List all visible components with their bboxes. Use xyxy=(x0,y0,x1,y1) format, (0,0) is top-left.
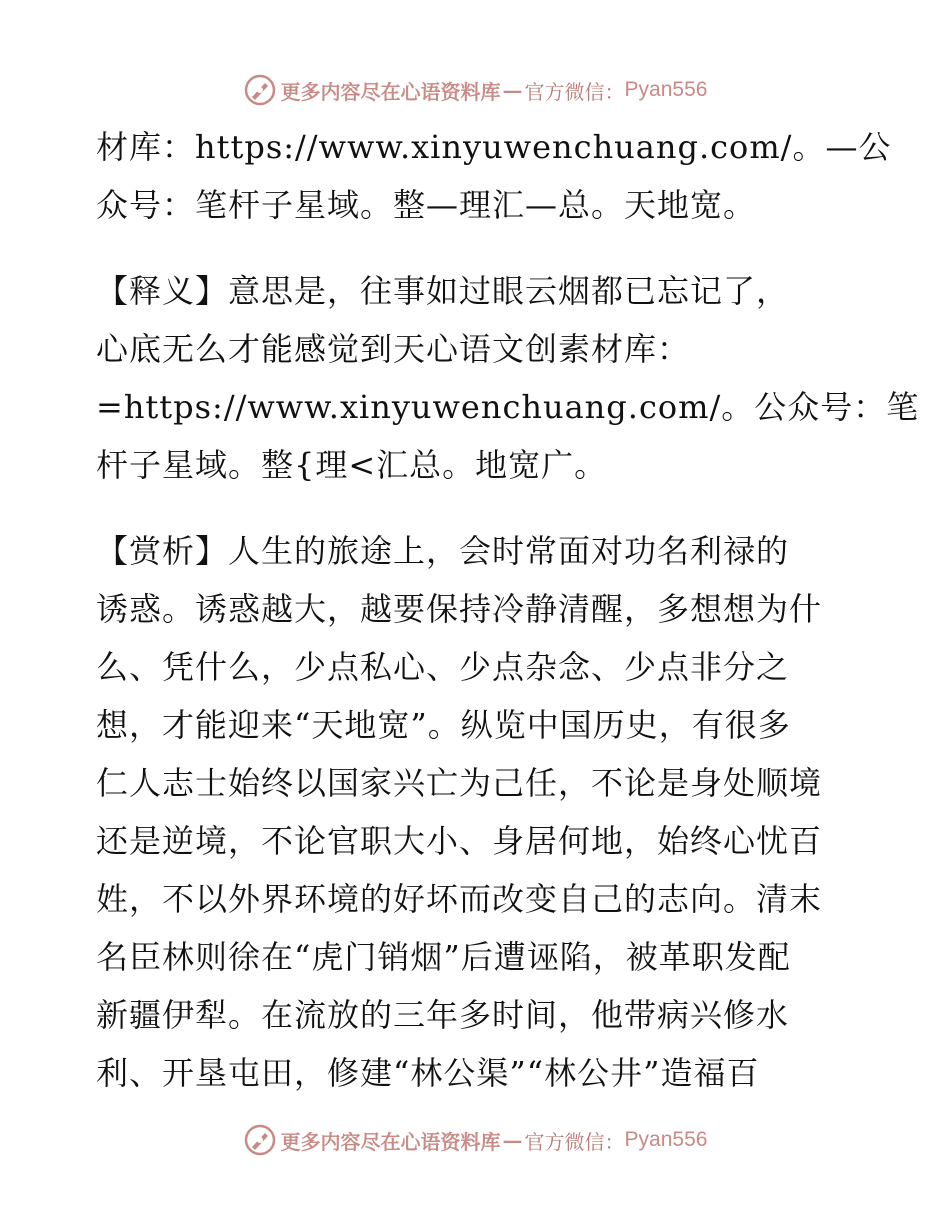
paragraph xyxy=(96,118,892,234)
paragraph xyxy=(96,522,856,1102)
text-line: 利、开垦屯田，修建“林公渠”“林公井”造福百 xyxy=(96,1054,760,1092)
text-line: 杆子星域。整{理<汇总。地宽广。 xyxy=(96,446,608,484)
text-line: 还是逆境，不论官职大小、身居何地，始终心忧百 xyxy=(96,822,823,860)
text-line: 诱惑。诱惑越大，越要保持冷静清醒，多想想为什 xyxy=(96,590,823,628)
document-body xyxy=(96,118,920,1102)
banner-text: 更多内容尽在心语资料库 xyxy=(280,1129,501,1154)
text-line: 材库：https://www.xinyuwenchuang.com/。—公 xyxy=(96,128,892,166)
text-line: 么、凭什么，少点私心、少点杂念、少点非分之 xyxy=(96,648,790,686)
text-line: 心底无么才能感觉到天心语文创素材库： xyxy=(96,330,691,368)
banner-official-label: 官方微信： xyxy=(524,1129,625,1154)
text-line: 【释义】意思是，往事如过眼云烟都已忘记了， xyxy=(96,272,790,310)
paragraph xyxy=(96,262,920,494)
footer-banner xyxy=(0,1120,950,1160)
banner-wechat-id: Pyan556 xyxy=(624,1128,708,1151)
banner-text: 更多内容尽在心语资料库 xyxy=(280,79,501,104)
banner-dash: — xyxy=(502,78,523,102)
text-line: 仁人志士始终以国家兴亡为己任，不论是身处顺境 xyxy=(96,764,823,802)
text-line: 姓，不以外界环境的好坏而改变自己的志向。清末 xyxy=(96,880,823,918)
text-line: 众号：笔杆子星域。整—理汇—总。天地宽。 xyxy=(96,186,757,224)
banner-official-label: 官方微信： xyxy=(524,79,625,104)
text-line: 新疆伊犁。在流放的三年多时间，他带病兴修水 xyxy=(96,996,790,1034)
text-line: 名臣林则徐在“虎门销烟”后遭诬陷，被革职发配 xyxy=(96,938,791,976)
banner-wechat-id: Pyan556 xyxy=(624,78,708,101)
text-line: 想，才能迎来“天地宽”。纵览中国历史，有很多 xyxy=(96,706,791,744)
header-banner xyxy=(0,70,950,110)
banner-dash: — xyxy=(502,1128,523,1152)
text-line: 【赏析】人生的旅途上，会时常面对功名利禄的 xyxy=(96,532,790,570)
pen-logo-icon xyxy=(243,73,277,107)
text-line: =https://www.xinyuwenchuang.com/。公众号：笔 xyxy=(96,388,920,426)
pen-logo-icon xyxy=(243,1123,277,1157)
